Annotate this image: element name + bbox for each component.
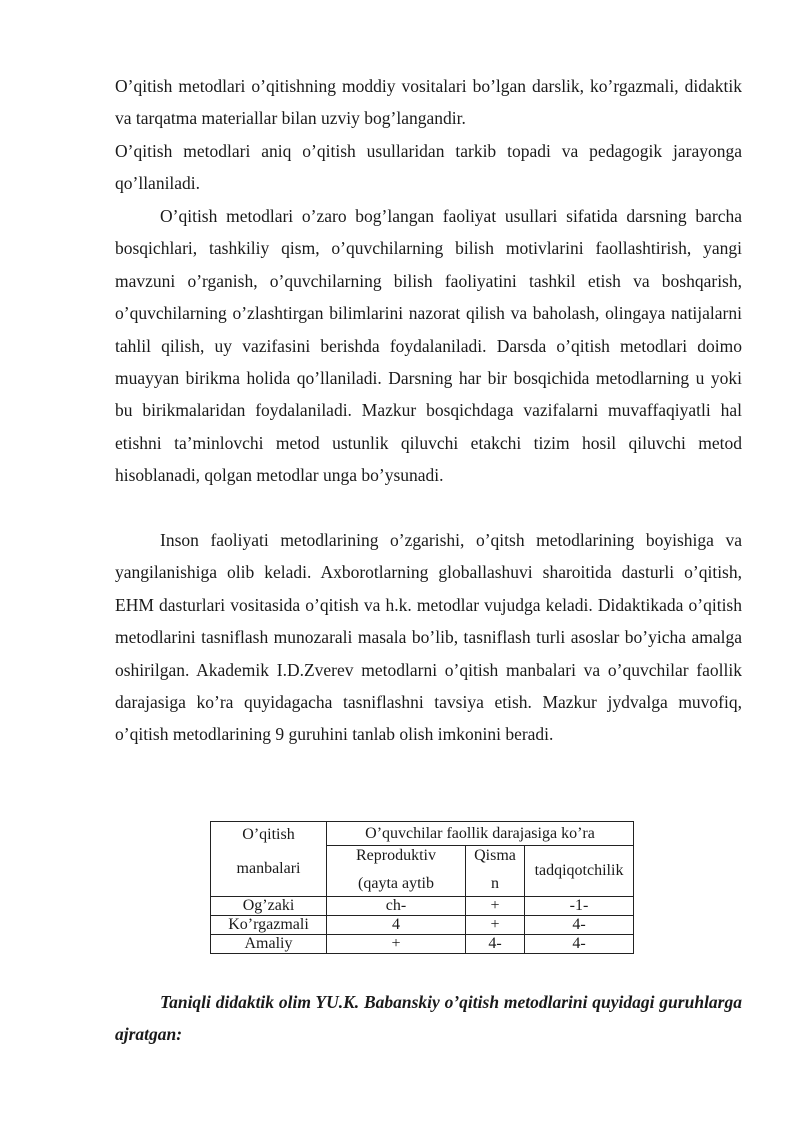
row-cell: + bbox=[466, 916, 525, 935]
row-cell: + bbox=[327, 935, 466, 954]
table-col-tadqiqotchilik: tadqiqotchilik bbox=[525, 846, 634, 897]
row-label: Og’zaki bbox=[211, 897, 327, 916]
paragraph-2: O’qitish metodlari aniq o’qitish usullaridan tarkib topadi va pedagogik jarayonga qo’llaniladi. bbox=[115, 141, 742, 194]
table-col-qisman: Qisma n bbox=[466, 846, 525, 897]
paragraph-3: O’qitish metodlari o’zaro bog’langan faoliyat usullari sifatida darsning barcha bosqichlari, tashkiliy qism, o’quvchilarning bilish motivlarini faollashtirish, yangi mavzuni o’rganish, o’quvchilarning bilish faoliyatini tashkil etish va boshqarish, o’quvchilarning o’zlashtirgan bilimlarini nazorat qilish va baholash, olingaya natijalarni tahlil qilish, uy vazifasini berishda foydalaniladi. Darsda o’qitish metodlari doimo muayyan birikma holida qo’llaniladi. Darsning har bir bosqichida metodlarning u yoki bu birikmalaridan foydalaniladi. Mazkur bosqichdaga vazifalarni muvaffaqiyatli hal etishni ta’minlovchi metod ustunlik qiluvchi etakchi tizim hosil qiluvchi metod hisoblanadi, qolgan metodlar unga bo’ysunadi. bbox=[115, 206, 742, 486]
paragraph-5: Taniqli didaktik olim YU.K. Babanskiy o’qitish metodlarini quyidagi guruhlarga ajratgan: bbox=[115, 992, 742, 1045]
methods-classification-table bbox=[210, 821, 634, 954]
row-cell: ch- bbox=[327, 897, 466, 916]
paragraph-1: O’qitish metodlari o’qitishning moddiy vositalari bo’lgan darslik, ko’rgazmali, didaktik va tarqatma materiallar bilan uzviy bog’langandir. bbox=[115, 76, 742, 129]
corner-line-1: O’qitish bbox=[242, 826, 295, 843]
corner-line-2: manbalari bbox=[236, 860, 301, 877]
row-cell: 4- bbox=[525, 916, 634, 935]
table-row bbox=[211, 935, 634, 954]
row-label: Amaliy bbox=[211, 935, 327, 954]
table-col-reproduktiv: Reproduktiv (qayta aytib bbox=[327, 846, 466, 897]
row-cell: 4- bbox=[466, 935, 525, 954]
row-cell: -1- bbox=[525, 897, 634, 916]
row-cell: + bbox=[466, 897, 525, 916]
row-cell: 4- bbox=[525, 935, 634, 954]
table-row bbox=[211, 916, 634, 935]
row-label: Ko’rgazmali bbox=[211, 916, 327, 935]
table-group-header: O’quvchilar faollik darajasiga ko’ra bbox=[327, 822, 634, 846]
table-corner-cell bbox=[211, 822, 327, 897]
paragraph-4: Inson faoliyati metodlarining o’zgarishi, o’qitsh metodlarining boyishiga va yangilanishiga olib keladi. Axborotlarning globallashuvi sharoitida dasturli o’qitish, EHM dasturlari vositasida o’qitish va h.k. metodlar vujudga keladi. Didaktikada o’qitish metodlarini tasniflash munozarali masala bo’lib, tasniflash turli asoslar bo’yicha amalga oshirilgan. Akademik I.D.Zverev metodlarni o’qitish manbalari va o’quvchilar faollik darajasiga ko’ra quyidagacha tasniflashni tavsiya etish. Mazkur jydvalga muvofiq, o’qitish metodlarining 9 guruhini tanlab olish imkonini beradi. bbox=[115, 530, 742, 745]
table-row bbox=[211, 897, 634, 916]
row-cell: 4 bbox=[327, 916, 466, 935]
